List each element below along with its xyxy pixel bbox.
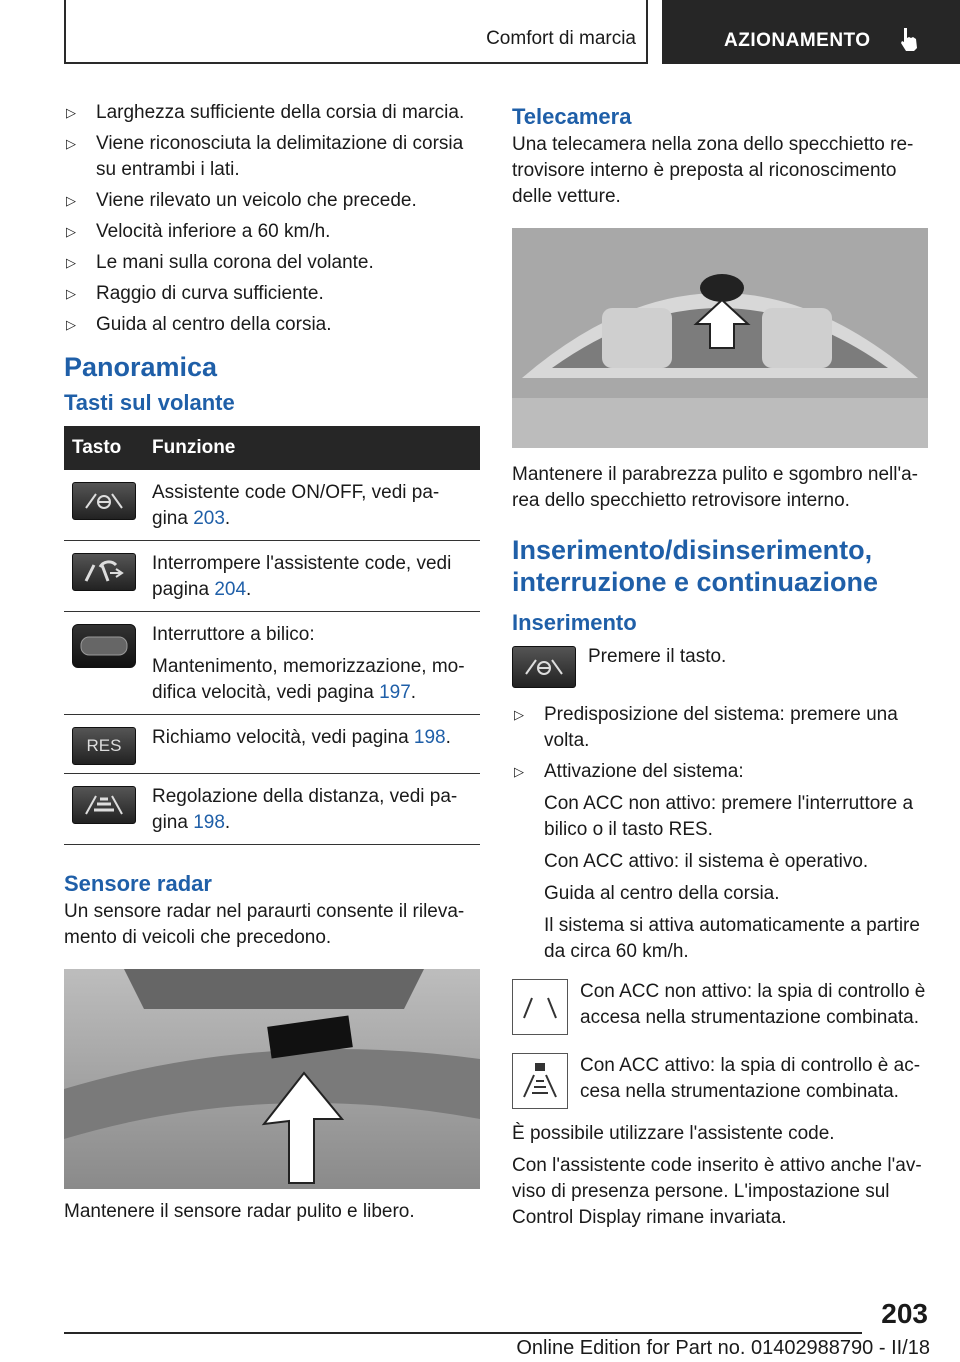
- list-item: ▷ Predisposizione del sistema: premere una volta.: [512, 702, 928, 754]
- triangle-bullet-icon: ▷: [66, 286, 76, 301]
- footer-edition: Online Edition for Part no. 01402988790 - II/18: [516, 1337, 930, 1359]
- table-header-row: [64, 426, 480, 470]
- lane-indicator-icon: [512, 979, 568, 1035]
- radar-caption: Mantenere il sensore radar pulito e libero.: [64, 1201, 415, 1222]
- camera-caption: Mantenere il parabrezza pulito e sgombro nell'a-rea dello specchietto retrovisore interno.: [512, 464, 919, 511]
- triangle-bullet-icon: ▷: [66, 224, 76, 239]
- table-row: Interrompere l'assistente code, vedi pagina 204.: [64, 541, 480, 612]
- rocker-switch-icon: [72, 624, 136, 668]
- paragraph: È possibile utilizzare l'assistente code.: [512, 1123, 835, 1144]
- header-chapter-box: [662, 0, 960, 64]
- left-column: [64, 100, 480, 1231]
- camera-photo: [512, 228, 928, 448]
- triangle-bullet-icon: ▷: [514, 764, 524, 779]
- column-header-function: Funzione: [144, 426, 480, 470]
- column-header-key: Tasto: [64, 426, 144, 470]
- steering-assist-icon: [72, 482, 136, 520]
- footer-divider: [64, 1332, 862, 1334]
- list-item: ▷ Raggio di curva sufficiente.: [64, 281, 480, 307]
- list-item: ▷ Le mani sulla corona del volante.: [64, 250, 480, 276]
- camera-heading: Telecamera: [512, 104, 632, 129]
- triangle-bullet-icon: ▷: [66, 255, 76, 270]
- steering-keys-heading: Tasti sul volante: [64, 390, 235, 415]
- hand-pointer-icon: [898, 26, 920, 52]
- triangle-bullet-icon: ▷: [66, 105, 76, 120]
- table-row: Regolazione della distanza, vedi pa-gina 198.: [64, 774, 480, 845]
- insert-heading: Inserimento: [512, 610, 637, 635]
- page-link[interactable]: 204: [214, 579, 247, 600]
- header-section-box: [64, 0, 648, 64]
- page-link[interactable]: 203: [193, 508, 225, 529]
- paragraph: Con l'assistente code inserito è attivo anche l'av-viso di presenza persone. L'impostazione sul Control Display rimane invariata.: [512, 1155, 922, 1228]
- press-key-row: [512, 644, 928, 688]
- steering-assist-icon: [512, 646, 576, 688]
- triangle-bullet-icon: ▷: [66, 193, 76, 208]
- indicator-row: Con ACC non attivo: la spia di controllo è accesa nella strumentazione combinata.: [512, 979, 928, 1035]
- list-item: ▷ Attivazione del sistema: Con ACC non attivo: premere l'interruttore a bilico o il tasto RES. Con ACC attivo: il sistema è operativo. Guida al centro della corsia. Il sistema si attiva automaticamente a partire da circa 60 km/h.: [512, 759, 928, 971]
- right-column: [512, 100, 928, 1237]
- page-link[interactable]: 197: [379, 682, 411, 703]
- triangle-bullet-icon: ▷: [66, 136, 76, 151]
- res-icon: RES: [72, 727, 136, 765]
- overview-heading: Panoramica: [64, 352, 218, 382]
- list-item: ▷ Guida al centro della corsia.: [64, 312, 480, 338]
- indicator-row: Con ACC attivo: la spia di controllo è ac-cesa nella strumentazione combinata.: [512, 1053, 928, 1109]
- header-chapter-title: AZIONAMENTO: [724, 30, 871, 51]
- page-link[interactable]: 198: [193, 812, 225, 833]
- triangle-bullet-icon: ▷: [514, 707, 524, 722]
- list-item: ▷ Larghezza sufficiente della corsia di marcia.: [64, 100, 480, 126]
- onoff-heading: Inserimento/disinserimento, interruzione e continuazione: [512, 535, 879, 597]
- page-link[interactable]: 198: [413, 727, 446, 748]
- radar-text: Un sensore radar nel paraurti consente il rileva-mento di veicoli che precedono.: [64, 901, 465, 948]
- radar-sensor-photo: [64, 969, 480, 1189]
- press-key-text: Premere il tasto.: [588, 646, 727, 667]
- keys-table: [64, 426, 480, 845]
- condition-list: [64, 100, 480, 338]
- list-item: ▷ Viene rilevato un veicolo che precede.: [64, 188, 480, 214]
- table-row: Assistente code ON/OFF, vedi pa-gina 203.: [64, 470, 480, 541]
- table-row: Interruttore a bilico: Mantenimento, memorizzazione, mo-difica velocità, vedi pagina 197.: [64, 612, 480, 715]
- camera-text: Una telecamera nella zona dello specchietto re-trovisore interno è preposta al riconoscimento delle vetture.: [512, 134, 914, 207]
- header-section-title: Comfort di marcia: [486, 28, 636, 49]
- lane-assist-active-icon: [512, 1053, 568, 1109]
- distance-icon: [72, 786, 136, 824]
- table-row: RES Richiamo velocità, vedi pagina 198.: [64, 715, 480, 774]
- page-number: 203: [881, 1298, 928, 1329]
- list-item: ▷ Velocità inferiore a 60 km/h.: [64, 219, 480, 245]
- interrupt-assist-icon: [72, 553, 136, 591]
- radar-heading: Sensore radar: [64, 871, 212, 896]
- triangle-bullet-icon: ▷: [66, 317, 76, 332]
- list-item: ▷ Viene riconosciuta la delimitazione di corsia su entrambi i lati.: [64, 131, 480, 183]
